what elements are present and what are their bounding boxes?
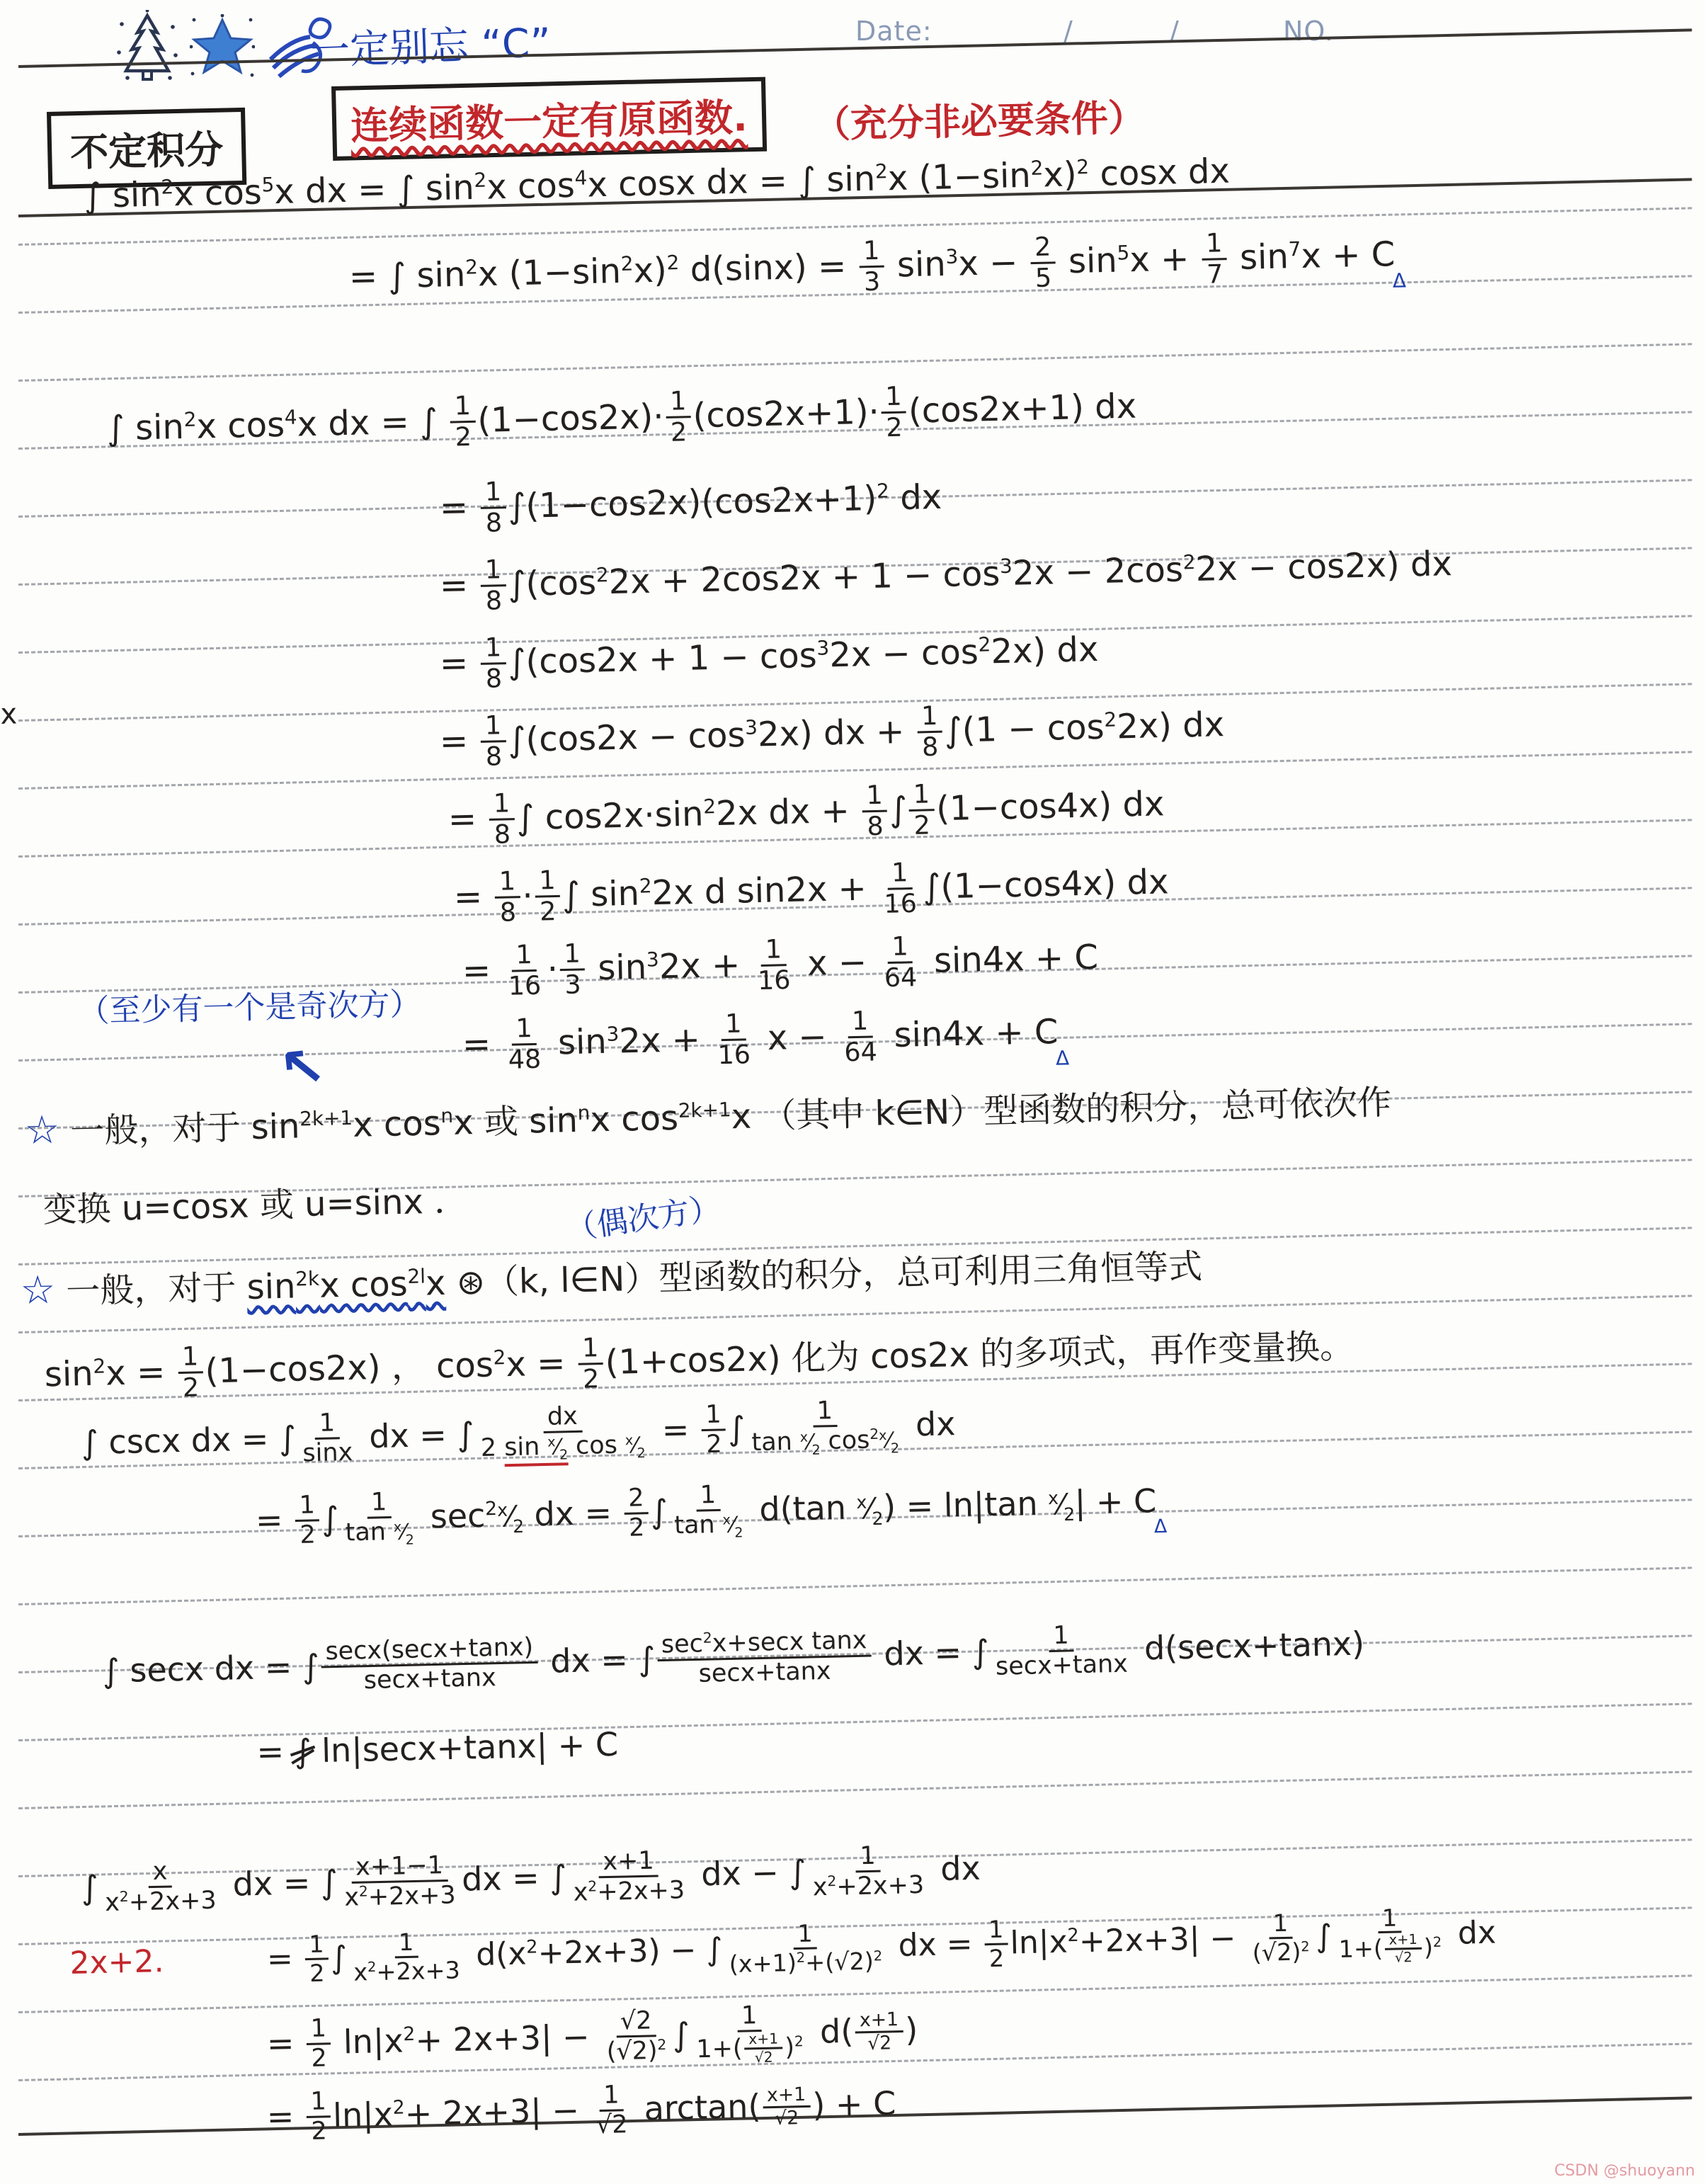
ruled-line — [18, 1566, 1692, 1605]
ruled-line — [18, 1770, 1692, 1809]
step-integrate: = $\frac{1}{16}$ · $\frac{1}{3}$ $\sin^32x$ + $\frac{1}{16}$ x − $\frac{1}{64}$ sin4x + C — [462, 931, 1099, 1001]
note-odd-power: （至少有一个是奇次方） — [77, 986, 421, 1030]
formula-rational-4: = $\frac{1}{2}$ $\ln|x^2+ 2x+3|$ − $\frac{1}{√2}$ arctan( $\frac{x+1}{√2}$ ) + C — [266, 2081, 896, 2146]
red-title-box — [331, 77, 767, 161]
title-text: 不定积分 — [69, 127, 224, 176]
step-split: = $\frac{1}{8}$ $\int(\cos 2x - \cos^32x)$ dx + $\frac{1}{8}$ $\int(1 - \cos^22x)$ dx — [439, 700, 1225, 772]
formula-sec: ∫ secx dx = ∫ $\frac{\sec x(\sec x+\tan x)}{\sec x+\tan x}$ dx = ∫ $\frac{\sec^2x+\sec x \tan x}{\sec x+\tan x}$ dx = ∫ $\frac{1}{\sec x+\tan x}$ d(secx+tanx) — [102, 1621, 1365, 1695]
formula-sec-2: = ∫ ln|secx+tanx| + C — [256, 1724, 619, 1771]
tree-doodle-icon — [113, 10, 181, 84]
star-doodle-icon — [190, 14, 255, 79]
rule-even-power: ☆ 一般，对于 $\sin^{2k}x$ $\cos^{2l}x$ ⊛（k, l∈N）型函数的积分，总可利用三角恒等式 — [19, 1246, 1203, 1314]
formula-sin2cos5-result: = ∫ $\sin^2x$ $(1-\sin^2x)^2$ d(sinx) = $\frac{1}{3}$ $\sin^3x$ − $\frac{2}{5}$ $\sin^5x$ + $\frac{1}{7}$ $\sin^7x + C_\Delta$ — [348, 227, 1407, 297]
red-side-note: （充分非必要条件） — [813, 96, 1146, 147]
step-substitute: = $\frac{1}{8}$ · $\frac{1}{2}$ ∫ $\sin^22x$ d sin2x + $\frac{1}{16}$ ∫(1−cos4x) dx — [453, 857, 1169, 928]
formula-rational: ∫ $\frac{x}{x^2+2x+3}$ dx = ∫ $\frac{x+1-1}{x^2+2x+3}$ dx = ∫ $\frac{x+1}{x^2+2x+3}$ dx − ∫ $\frac{1}{x^2+2x+3}$ dx — [81, 1841, 981, 1918]
margin-mark: x — [0, 698, 18, 731]
date-slash-2: / — [1170, 16, 1180, 47]
step-expand-1: = $\frac{1}{8}$ $\int(1-\cos 2x)(\cos 2x+1)^2$ dx — [439, 476, 942, 538]
step-identity: = $\frac{1}{8}$ ∫ $\cos 2x\cdot\sin^22x$ dx + $\frac{1}{8}$ ∫ $\frac{1}{2}$ (1−cos4x) dx — [447, 778, 1165, 850]
formula-csc: ∫ cscx dx = ∫ $\frac{1}{\sin x}$ dx = ∫ $\frac{dx}{2 \sin ^x⁄_2 \cos ^x⁄_2}$ = $\frac{1}{2}$ ∫ $\frac{1}{\tan ^x⁄_2 \cos^{2x}⁄_2}$ dx — [81, 1397, 957, 1468]
arrow-up-left: ↖ — [275, 1034, 329, 1103]
rule-odd-power-2: 变换 u=cosx 或 u=sinx ． — [42, 1181, 469, 1230]
formula-csc-2: = $\frac{1}{2}$ ∫ $\frac{1}{\tan ^x⁄_2}$ $\sec^{2x}⁄_2$ dx = $\frac{2}{2}$ ∫ $\frac{1}{\tan ^x⁄_2}$ d(tan $^x⁄_2) = \ln|\tan$ $^x⁄_2| + C_\Delta$ — [255, 1481, 1168, 1549]
date-label: Date: — [855, 16, 933, 47]
number-label: NO. — [1283, 16, 1334, 47]
top-note: 一定别忘 “C” — [309, 20, 552, 74]
note-even-power: （偶次方） — [563, 1190, 723, 1248]
formula-rational-2: = $\frac{1}{2}$ ∫ $\frac{1}{x^2+2x+3}$ $d(x^2+2x+3)$ − ∫ $\frac{1}{(x+1)^2+(√2)^2}$ dx = $\frac{1}{2}$ $\ln|x^2+2x+3|$ − $\frac{1}{(√2)^2}$ ∫ 1 1+( $\frac{x+1}{√2}$ )$^2$ dx — [266, 1904, 1497, 1987]
date-slash-1: / — [1064, 16, 1073, 47]
step-expand-2: = $\frac{1}{8}$ $\int(\cos^22x + 2\cos 2x + 1 - \cos^32x - 2\cos^22x - \cos 2x)$ dx — [439, 544, 1453, 616]
formula-rational-3: = $\frac{1}{2}$ $\ln|x^2+ 2x+3|$ − $\frac{√2}{(√2)^2}$ ∫ 1 1+( $\frac{x+1}{√2}$ )$^2$ d( $\frac{x+1}{√2}$ ) — [266, 2001, 918, 2073]
margin-derivative: 2x+2. — [69, 1943, 164, 1981]
step-final: = $\frac{1}{48}$ $\sin^32x$ + $\frac{1}{16}$ x − $\frac{1}{64}$ $\sin 4x + C_\Delta$ — [462, 1005, 1070, 1075]
step-expand-3: = $\frac{1}{8}$ $\int(\cos 2x + 1 - \cos^32x - \cos^22x)$ dx — [439, 630, 1099, 694]
rule-odd-power: ☆ 一般，对于 $\sin^{2k+1}x$ $\cos^nx$ 或 $\sin^nx$ $\cos^{2k+1}x$ （其中 k∈N）型函数的积分，总可依次作 — [23, 1082, 1392, 1154]
formula-sin2cos4: ∫ $\sin^2x$ $\cos^4x$ dx = ∫ $\frac{1}{2}$ (1−cos2x)· $\frac{1}{2}$ (cos2x+1)· $\frac{1}{2}$ (cos2x+1) dx — [106, 380, 1137, 453]
rule-even-power-2: $\sin^2x$ = $\frac{1}{2}$ (1−cos2x) ， $\cos^2x$ = $\frac{1}{2}$ (1+cos2x) 化为 cos2x 的多项式，再作变量换。 — [44, 1326, 1355, 1403]
red-title-text: 连续函数一定有原函数. — [350, 95, 748, 149]
watermark: CSDN @shuoyann — [1554, 2162, 1695, 2180]
ruled-line — [18, 343, 1692, 382]
formula-sin2cos5: ∫ $\sin^2x$ $\cos^5x$ dx = ∫ $\sin^2x$ $\cos^4x$ cosx dx = ∫ $\sin^2x$ $(1-\sin^2x)^2$ cosx dx — [83, 151, 1231, 216]
